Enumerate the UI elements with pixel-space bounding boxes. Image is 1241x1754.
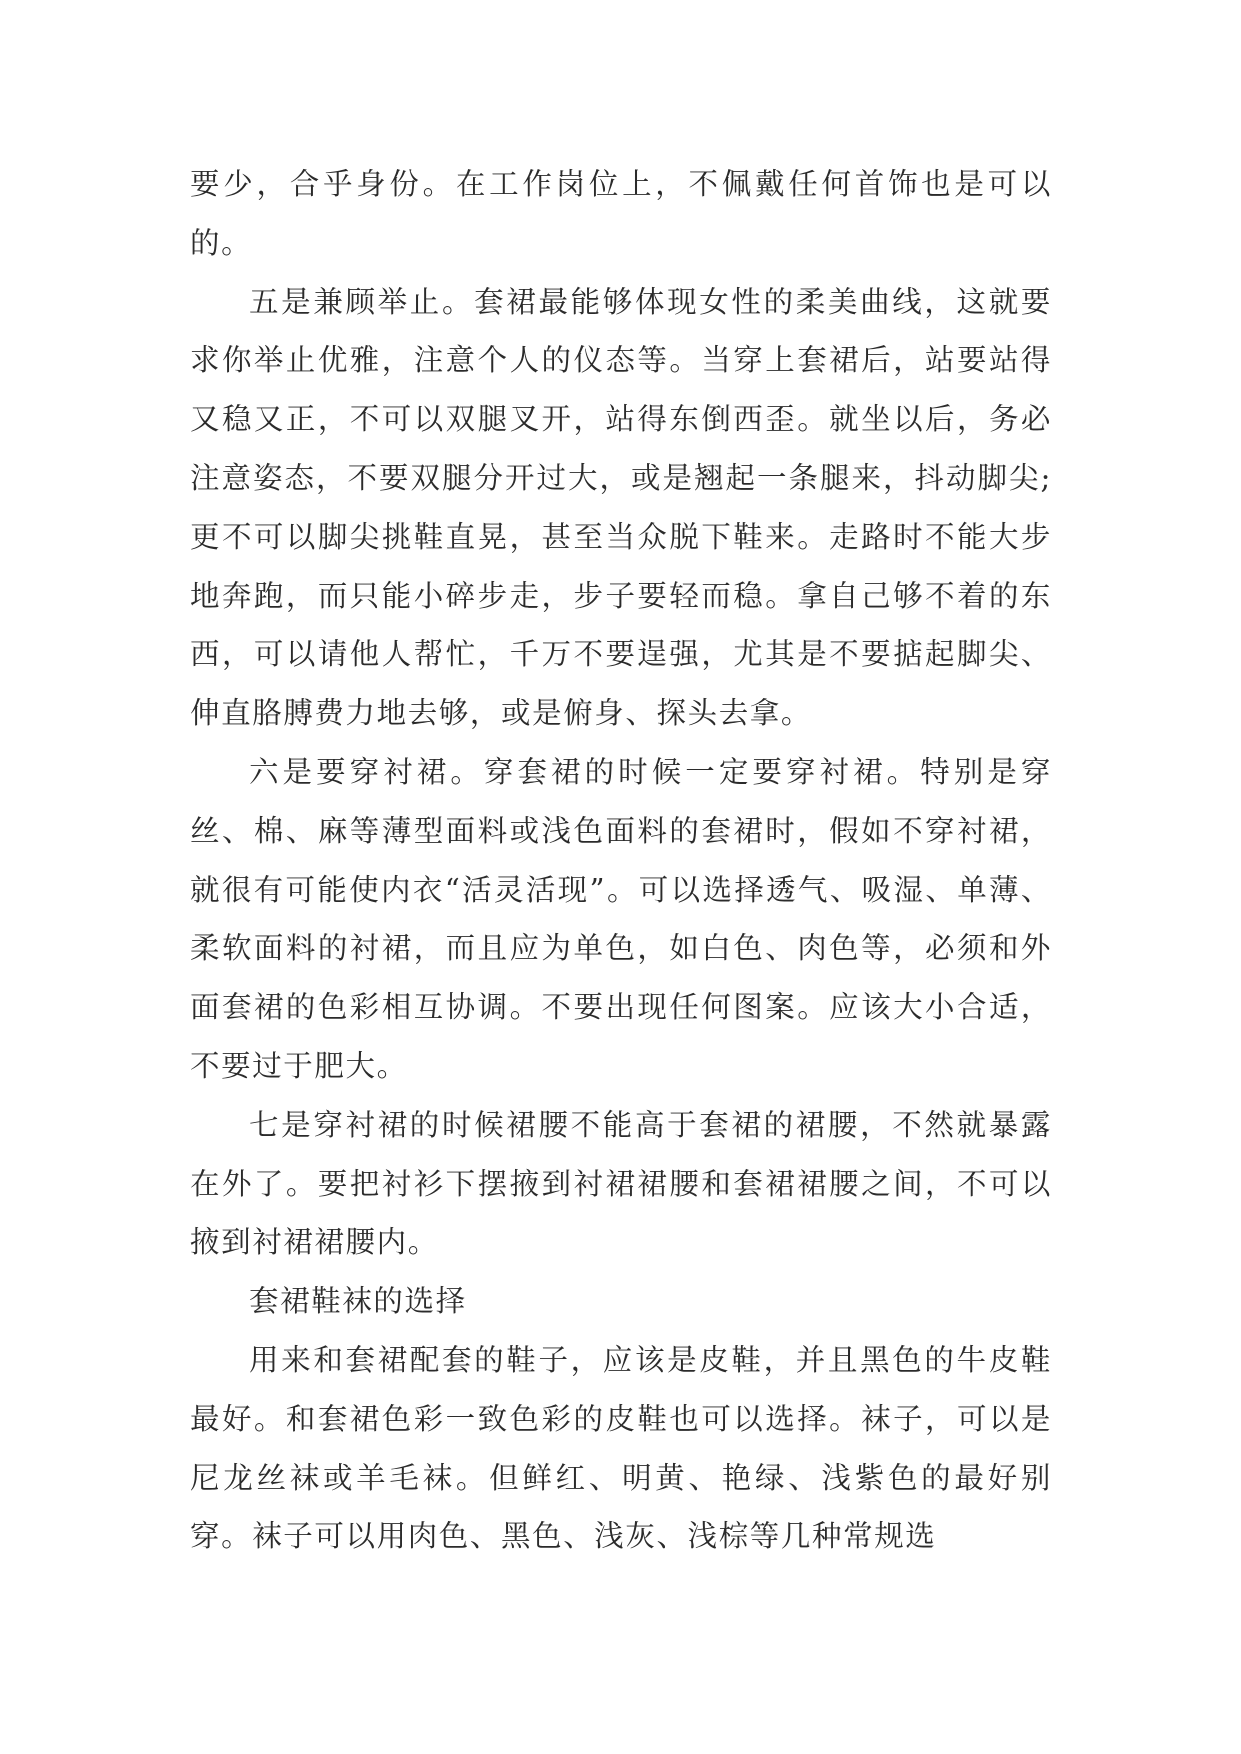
paragraph-3: 六是要穿衬裙。穿套裙的时候一定要穿衬裙。特别是穿丝、棉、麻等薄型面料或浅色面料的套裙时，假如不穿衬裙，就很有可能使内衣“活灵活现”。可以选择透气、吸湿、单薄、柔软面料的衬裙，而且应为单色，如白色、肉色等，必须和外面套裙的色彩相互协调。不要出现任何图案。应该大小合适，不要过于肥大。	[190, 754, 1052, 1083]
paragraph-4: 七是穿衬裙的时候裙腰不能高于套裙的裙腰，不然就暴露在外了。要把衬衫下摆掖到衬裙裙腰和套裙裙腰之间，不可以掖到衬裙裙腰内。	[190, 1107, 1052, 1260]
paragraph-1: 要少，合乎身份。在工作岗位上，不佩戴任何首饰也是可以的。	[190, 167, 1052, 260]
paragraph-5: 用来和套裙配套的鞋子，应该是皮鞋，并且黑色的牛皮鞋最好。和套裙色彩一致色彩的皮鞋也可以选择。袜子，可以是尼龙丝袜或羊毛袜。但鲜红、明黄、艳绿、浅紫色的最好别穿。袜子可以用肉色、黑色、浅灰、浅棕等几种常规选	[190, 1342, 1052, 1554]
paragraph-2: 五是兼顾举止。套裙最能够体现女性的柔美曲线，这就要求你举止优雅，注意个人的仪态等。当穿上套裙后，站要站得又稳又正，不可以双腿叉开，站得东倒西歪。就坐以后，务必注意姿态，不要双腿分开过大，或是翘起一条腿来，抖动脚尖;更不可以脚尖挑鞋直晃，甚至当众脱下鞋来。走路时不能大步地奔跑，而只能小碎步走，步子要轻而稳。拿自己够不着的东西，可以请他人帮忙，千万不要逞强，尤其是不要掂起脚尖、伸直胳膊费力地去够，或是俯身、探头去拿。	[190, 284, 1052, 731]
document-body	[190, 155, 1052, 1566]
section-heading: 套裙鞋袜的选择	[249, 1284, 467, 1319]
